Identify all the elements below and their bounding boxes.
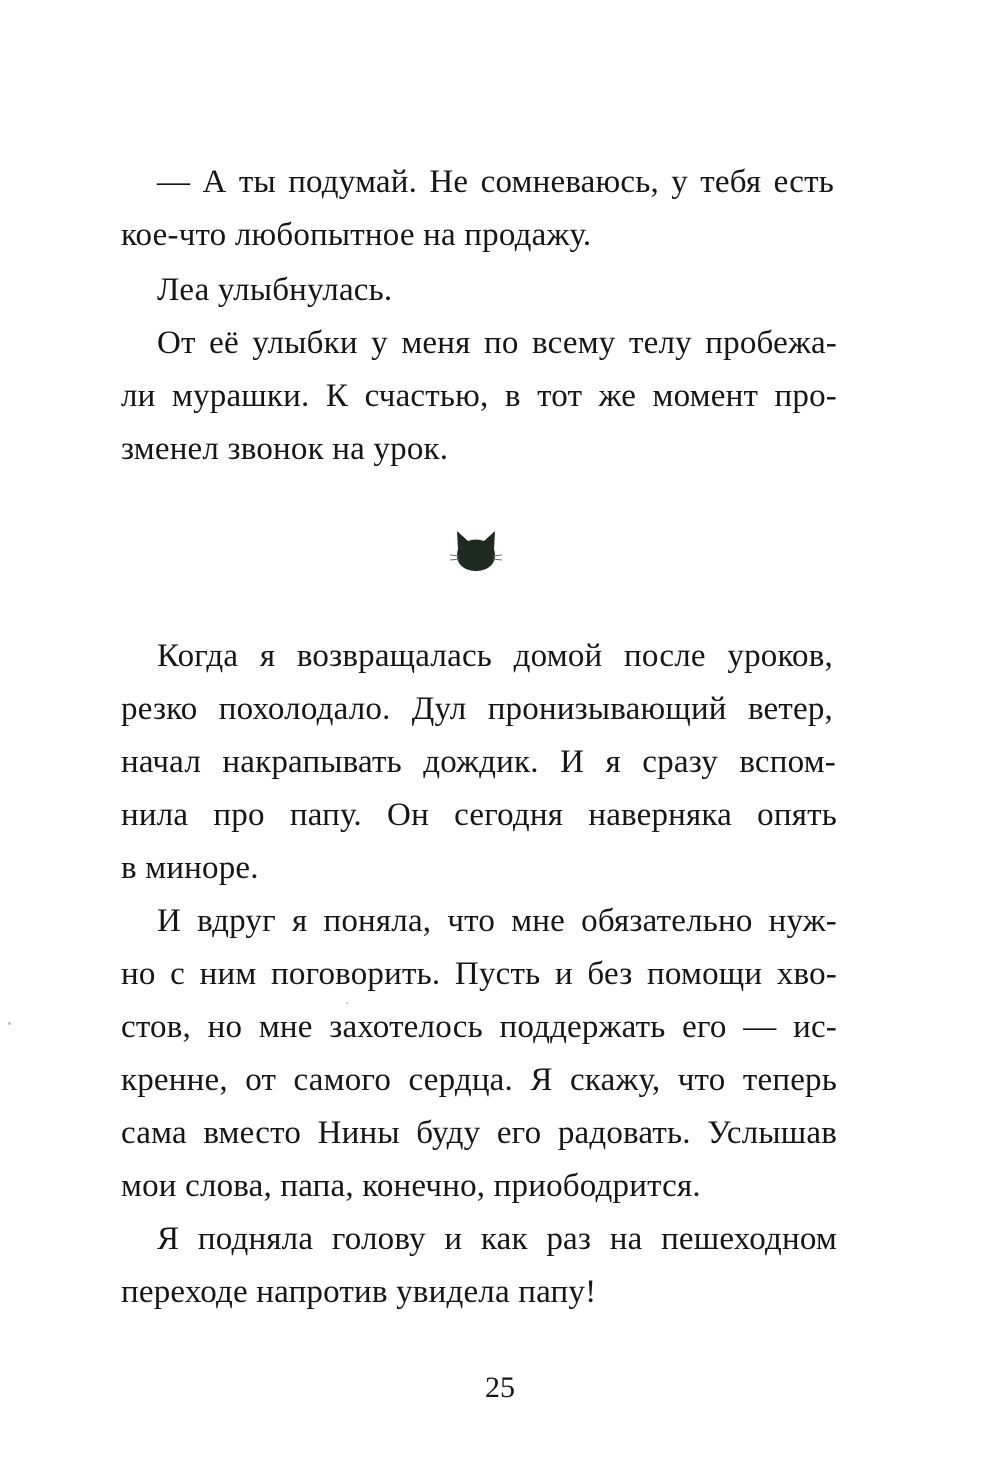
text-line: И вдруг я поняла, что мне обязательно нуж- <box>157 903 837 939</box>
text-line: нила про папу. Он сегодня наверняка опять <box>121 797 837 833</box>
text-line: От её улыбки у меня по всему телу пробежа- <box>157 325 837 361</box>
text-line: переходе напротив увидела папу! <box>121 1274 597 1310</box>
text-line: ли мурашки. К счастью, в тот же момент про- <box>121 378 837 414</box>
text-line: в миноре. <box>121 850 259 886</box>
scan-speck <box>8 1022 11 1025</box>
text-line: Когда я возвращалась домой после уроков, <box>157 638 833 674</box>
text-line: Я подняла голову и как раз на пешеходном <box>157 1221 837 1257</box>
text-line: Леа улыбнулась. <box>157 272 393 308</box>
page-number: 25 <box>485 1371 515 1404</box>
text-line: мои слова, папа, конечно, приободрится. <box>121 1168 701 1204</box>
text-line: кренне, от самого сердца. Я скажу, что теперь <box>121 1062 837 1098</box>
text-line: но с ним поговорить. Пусть и без помощи хво- <box>121 956 837 992</box>
text-line: — А ты подумай. Не сомневаюсь, у тебя есть <box>157 164 834 200</box>
text-line: зменел звонок на урок. <box>121 431 449 467</box>
scan-speck <box>346 1002 348 1004</box>
text-line: начал накрапывать дождик. И я сразу вспом- <box>121 744 836 780</box>
text-line: кое-что любопытное на продажу. <box>121 217 592 253</box>
text-line: сама вместо Нины буду его радовать. Услышав <box>121 1115 837 1151</box>
cat-head-icon <box>448 525 504 575</box>
text-line: резко похолодало. Дул пронизывающий ветер, <box>121 691 833 727</box>
text-line: стов, но мне захотелось поддержать его — ис- <box>121 1009 837 1045</box>
